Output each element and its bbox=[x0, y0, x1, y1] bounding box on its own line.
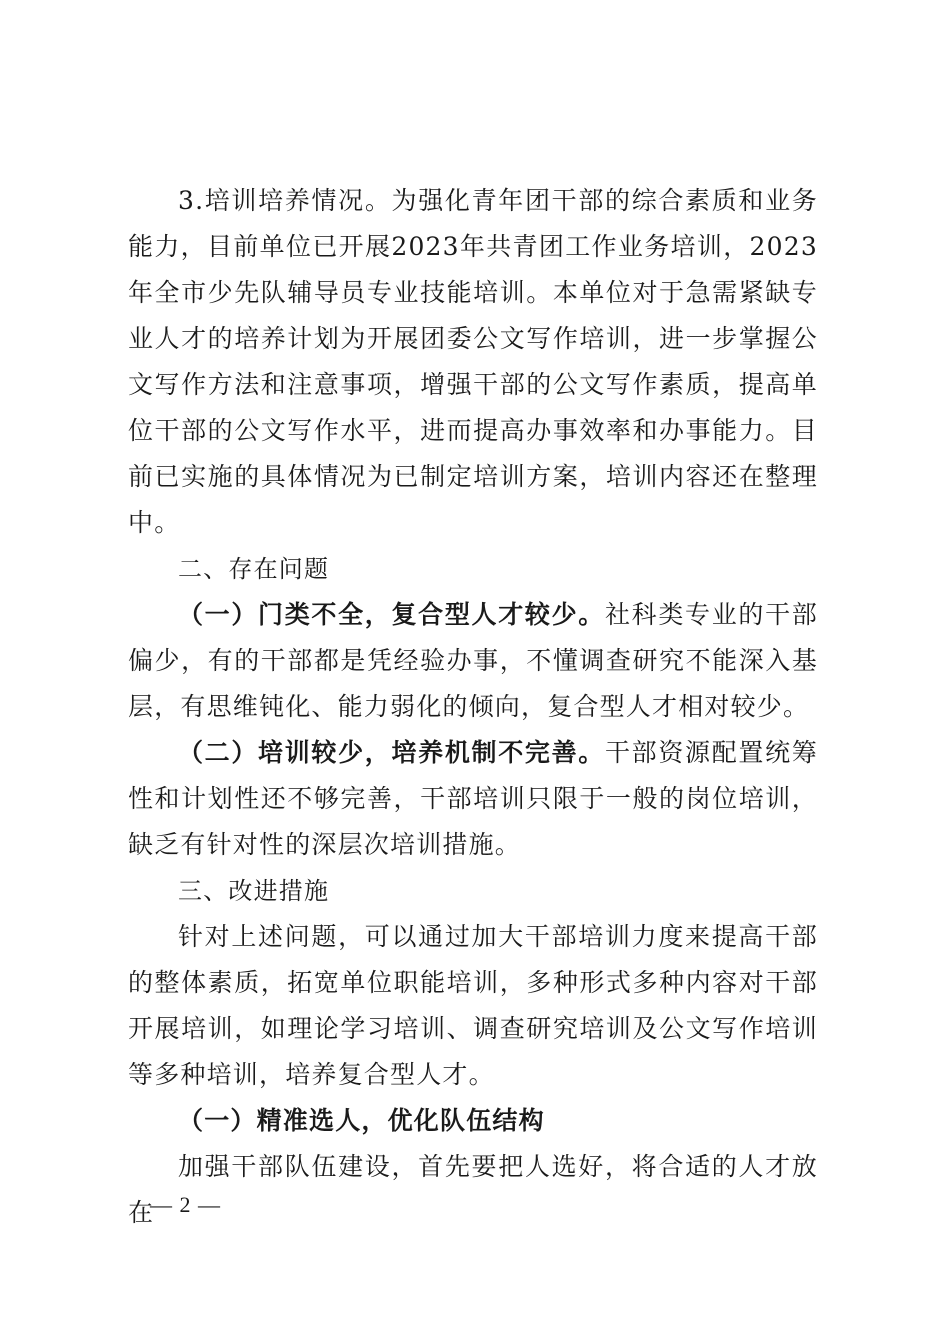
paragraph-last: 加强干部队伍建设，首先要把人选好，将合适的人才放在 bbox=[128, 1152, 818, 1227]
problem-1-text: 社科类专业的干部偏少，有的干部都是凭经验办事，不懂调查研究不能深入基层，有思维钝化、能力弱化的倾向，复合型人才相对较少。 bbox=[128, 600, 818, 721]
section-heading-problems: 二、存在问题 bbox=[178, 555, 330, 583]
problem-2-lead: （二）培训较少，培养机制不完善。 bbox=[178, 738, 605, 767]
paragraph-problem-2 bbox=[128, 730, 818, 868]
paragraph-training: 3.培训培养情况。为强化青年团干部的综合素质和业务能力，目前单位已开展2023年共青团工作业务培训，2023年全市少先队辅导员专业技能培训。本单位对于急需紧缺专业人才的培养计划为开展团委公文写作培训，进一步掌握公文写作方法和注意事项，增强干部的公文写作素质，提高单位干部的公文写作水平，进而提高办事效率和办事能力。目前已实施的具体情况为已制定培训方案，培训内容还在整理中。 bbox=[128, 186, 818, 537]
subheading-measure-1: （一）精准选人，优化队伍结构 bbox=[178, 1106, 545, 1135]
paragraph-measures: 针对上述问题，可以通过加大干部培训力度来提高干部的整体素质，拓宽单位职能培训，多种形式多种内容对干部开展培训，如理论学习培训、调查研究培训及公文写作培训等多种培训，培养复合型人才。 bbox=[128, 922, 818, 1089]
paragraph-problem-1 bbox=[128, 592, 818, 730]
section-heading-measures: 三、改进措施 bbox=[178, 877, 330, 905]
problem-2-text: 干部资源配置统筹性和计划性还不够完善，干部培训只限于一般的岗位培训，缺乏有针对性的深层次培训措施。 bbox=[128, 738, 818, 859]
problem-1-lead: （一）门类不全，复合型人才较少。 bbox=[178, 600, 605, 629]
page-number: — 2 — bbox=[150, 1192, 221, 1217]
document-body bbox=[128, 178, 818, 1236]
